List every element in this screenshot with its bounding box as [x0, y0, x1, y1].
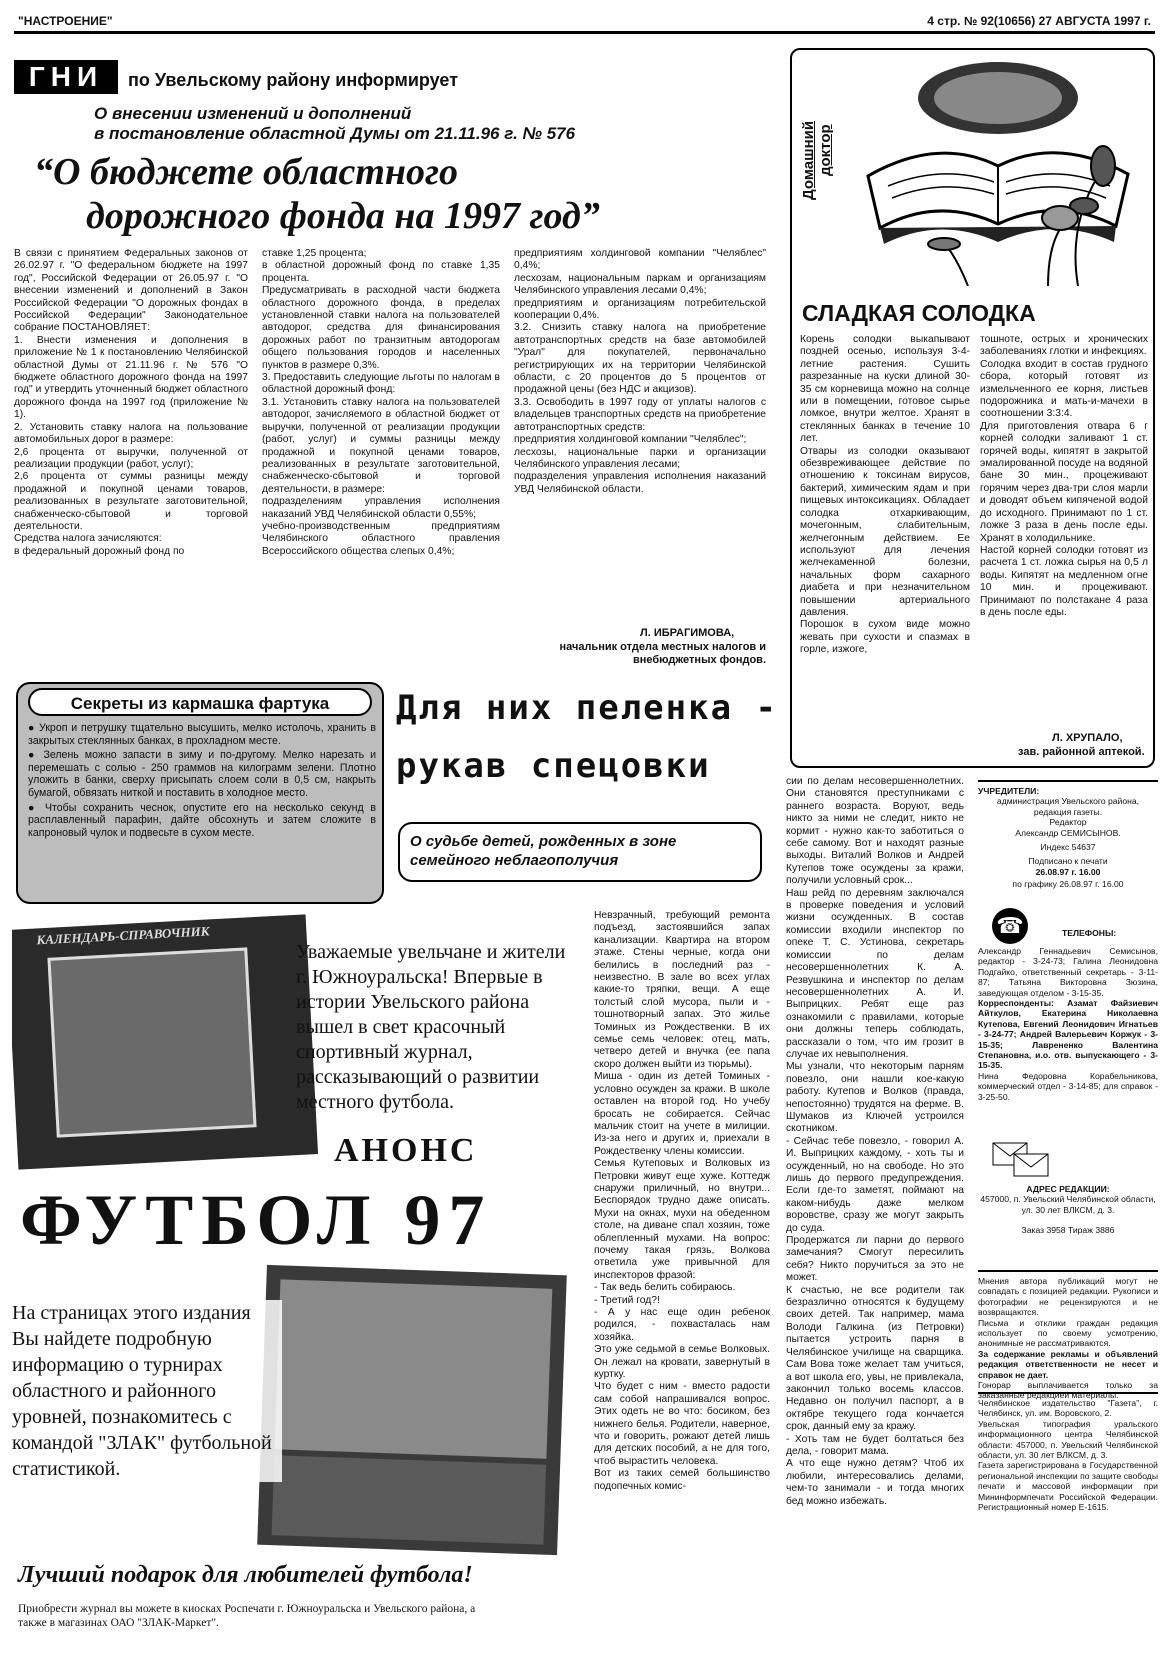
commercial-dept: Нина Федоровна Корабельникова, коммерческий отдел - 3-14-85; для справок - 3-25-50. [978, 1070, 1158, 1102]
doctor-col-1-text: Корень солодки выкапывают поздней осенью, используя 3-4-летние растения. Сушить разрезанные на куски длиной 30-35 см корневища можно на солнце или в помещении, готовое сырье ломкое, внутри желтое. Хранят в стеклянных банках в течение 10 лет. Отвары из солодки оказывают обезвреживающее действие по отношению к токсинам вирусов, бактерий, химическим ядам и при пищевых интоксикациях. Обладает солодка отхаркивающим, мочегонным, слабительным, желчегонным действием. Ее используют для лечения желчекаменной болезни, начальных форм сахарного диабета и при незначительном повышении артериального давления. Порошок в сухом виде можно жевать при сухости и спазмах в горле, изжоге, [800, 334, 970, 656]
kids-subtitle: О судьбе детей, рожденных в зоне семейного неблагополучия [398, 822, 762, 882]
decree-col-2 [262, 248, 500, 666]
kids-col-2-text: сии по делам несовершеннолетних. Они становятся преступниками с раннего возраста. Воруют, ведь никто за ними не следит, никто не кормит - нужно как-то заботиться о себе самому. Вот и находят разные выходы. Виталий Волков и Андрей Кутепов тоже осуждены за кражи, получили условный срок... Наш рейд по деревням заключался в проверке поведения и условий жизни осужденных. В состав комиссии входили инспектор по опеке Т. С. Устинова, секретарь комиссии по делам несовершеннолетних К. А. Резвушкина и инспектор по делам несовершеннолетних А. И. Выприцких. Ребят еще раз ознакомили с правилами, которые они должны теперь соблюдать, рассказали о том, что им грозит в случае их невыполнения. Мы узнали, что некоторым парням повезло, они нашли кое-какую работу. Кутепов и Волков (правда, непостоянно) трудятся на ферме. В. Шумаков из Ключей устроился скотником. - Сейчас тебе повезло, - говорил А. И. Выприцких каждому, - хоть ты и осужденный, но на свободе. Но это лишь до первого предупреждения. Если где-то заметят, поймают на каком-нибудь даже мелком воровстве, сразу же могут закрыть до суда. Продержатся ли парни до первого замечания? Смогут пересилить себя? Никто поручиться за это не может. К счастью, не все родители так безразлично относятся к будущему своих детей. Так например, мама Володи Галкина (из Петровки) пытается устроить парня в Челябинское училище на сварщика. Сам Вова тоже желает там учиться, а вот школа его, увы, не привлекала, закончил только восемь классов. Недавно он получил паспорт, а в октябре текущего года кончается срок, данный ему за кражу. - Хоть там не будет болтаться без дела, - говорит мама. А что еще нужно детям? Чтоб их любили, интересовались делами, чем-то занимали - и тогда многих бед можно избежать. [786, 776, 964, 1507]
editor-label: Редактор [1049, 817, 1087, 828]
envelope-icon [992, 1142, 1052, 1180]
publisher-1: Челябинское издательство "Газета", г. Челябинск, ул. им. Воровского, 2. [978, 1398, 1158, 1419]
match-photo [257, 1265, 567, 1555]
publisher-3: Газета зарегистрирована в Государственной региональной инспекции по защите свободы печати и массовой информации при Мининформпечати Российской Федерации. Регистрационный номер Е-1615. [978, 1460, 1158, 1513]
issue-info: 4 стр. № 92(10656) 27 АВГУСТА 1997 г. [927, 14, 1151, 28]
decree-title-2: дорожного фонда на 1997 год” [86, 195, 600, 237]
schedule-date: по графику 26.08.97 г. 16.00 [1012, 879, 1124, 890]
ad-intro-text: Уважаемые увельчане и жители г. Южноуральска! Впервые в истории Увельского района вышел в свет красочный спортивный журнал, рассказывающий о развитии местного футбола. [296, 941, 566, 1113]
match-photo-field [275, 1279, 553, 1458]
phones-list: Александр Геннадьевич Семисынов, редактор - 3-24-73; Галина Леонидовна Подгайко, ответственный секретарь - 3-11-87; Татьяна Викторовна Зюзина, заведующая отделом - 3-15-35. [978, 946, 1158, 998]
book-herbs-illustration [848, 56, 1148, 286]
list-item [28, 722, 376, 747]
doctor-title: СЛАДКАЯ СОЛОДКА [802, 300, 1036, 326]
football-ad [12, 912, 582, 1650]
secrets-list [28, 722, 376, 839]
doctor-rubric [800, 121, 834, 200]
info-sidebar [978, 780, 1158, 1648]
ad-football-97: ФУТБОЛ 97 [20, 1180, 580, 1260]
doctor-signature-name: Л. ХРУПАЛО, [1052, 732, 1123, 744]
decree-signature-name: Л. ИБРАГИМОВА, [640, 627, 735, 639]
decree-col-1 [14, 248, 248, 666]
phone-icon: ☎ [992, 908, 1028, 944]
order-print-run: Заказ 3958 Тираж 3886 [1021, 1225, 1115, 1236]
kids-col-2 [786, 776, 964, 1646]
bullet-icon: ● [28, 749, 44, 762]
kids-col-1 [594, 910, 770, 1646]
signed-date: 26.08.97 г. 16.00 [1035, 866, 1101, 877]
subscription-index: Индекс 54637 [1040, 842, 1096, 853]
disclaimer-2: Письма и отклики граждан редакция использует по своему усмотрению, анонимные не рассматриваются. [978, 1317, 1158, 1349]
founders-label: УЧРЕДИТЕЛИ: [978, 786, 1040, 796]
publisher-block [978, 1392, 1158, 1512]
disclaimer-1: Мнения автора публикаций могут не совпадать с позицией редакции. Рукописи и фотографии не рецензируются и не возвращаются. [978, 1276, 1158, 1318]
phones-label: ТЕЛЕФОНЫ: [1062, 928, 1117, 938]
founders-value: администрация Увельского района, редакция газеты. [996, 796, 1140, 817]
publisher-2: Увельская типография уральского информационного центра Челябинской области: 457000, п. Увельский Челябинской области, ул. 30 лет ВЛКСМ, д. 3. [978, 1418, 1158, 1461]
doctor-box [790, 48, 1155, 768]
doctor-col-2 [980, 334, 1148, 712]
kids-col-1-text: Невзрачный, требующий ремонта подъезд, застоявшийся запах канализации. Квартира на втором этаже. Стены черные, когда они белились в последний раз - неизвестно. В зале во всех углах какие-то тряпки, вещи. А еще толстый слой мусора, пыли и - тошнотворный запах. Это жилье Томиных из Рождественки. В их семье семь человек: отец, мать, четверо детей и внучка (ее папа скоро должен выйти из тюрьмы). Миша - один из детей Томиных - условно осужден за кражи. В школе оставлен на второй год. Но учебу бросать не собирается. Сейчас мальчик стоит на учете в милиции. Из-за него и других и, приехали в Рождественку члены комиссии. Семья Кутеповых и Волковых из Петровки живут еще хуже. Коттедж снаружи приличный, но внутри... Беспорядок трудно даже описать. Мухи на окнах, мухи на обеденном столе, на диване спал хозяин, тоже облепленный мухами. На вопрос: почему такая грязь, Волкова ответила уже привычной для инспекторов фразой: - Так ведь белить собираюсь. - Третий год?! - А у нас еще один ребенок родился, - похвасталась нам хозяйка. Это уже седьмой в семье Волковых. Он лежал на кровати, завернутый в куртку. Что будет с ним - вместо радости сам собой напрашивался вопрос. Этих одеть не во что: босиком, без нижнего белья. Родители, наверное, что и говорить, рожают детей лишь для детских пособий, а не для того, чтоб вырастить человека. Вот из таких семей большинство подопечных комис- [594, 910, 770, 1492]
secret-item-3: Чтобы сохранить чеснок, опустите его на несколько секунд в расплавленный парафин, дайте обсохнуть и затем сложите в капроновый чулок и подвесьте в сухом месте. [28, 801, 377, 839]
masthead-title: "НАСТРОЕНИЕ" [18, 14, 113, 28]
decree-col-2-text: ставке 1,25 процента; в областной дорожный фонд по ставке 1,35 процента. Предусматривать в расходной части бюджета областного дорожного фонда, в пределах установленной ставки налога на пользователей автодорог, средства для финансирования дорожных работ по транзитным автодорогам общего пользования городов и населенных пунктов в размере 0,3%. 3. Предоставить следующие льготы по налогам в областной дорожный фонд: 3.1. Установить ставку налога на пользователей автодорог, зачисляемого в областной бюджет от выручки, полученной от реализации продукции (работ, услуг) и суммы разницы между продажной и покупной ценами товаров, реализованных в результате заготовительной, снабженческо-сбытовой и торговой деятельности, в размере: подразделениям управления исполнения наказаний УВД Челябинской области 0,55%; учебно-производственным предприятиям Челябинского областного правления Всероссийского общества слепых 0,4%; [262, 248, 500, 557]
editor-name: Александр СЕМИСЫНОВ. [1015, 827, 1121, 838]
magazine-cover-photo [12, 914, 318, 1169]
address-label: АДРЕС РЕДАКЦИИ: [1026, 1184, 1110, 1194]
match-photo-crowd [272, 1455, 547, 1544]
magazine-cover-inner [47, 947, 256, 1137]
decree-col-1-text: В связи с принятием Федеральных законов от 26.02.97 г. "О федеральном бюджете на 1997 год", Российской Федерации от 26.05.97 г. "О внесении изменений и дополнений в Закон Российской Федерации "О дорожных фондах в Российской Федерации" Законодательное собрание ПОСТАНОВЛЯЕТ: 1. Внести изменения и дополнения в приложение № 1 к постановлению Челябинской областной Думы от 21.11.96 г. № 576 "О бюджете областного дорожного фонда на 1997 год" и утвердить уточненный бюджет областного дорожного фонда на 1997 год (приложение № 1). 2. Установить ставку налога на пользование автомобильных дорог в размере: 2,6 процента от выручки, полученной от реализации продукции (работ, услуг); 2,6 процента от суммы разницы между продажной и покупной ценами товаров, реализованных в результате заготовительной, снабженческо-сбытовой и торговой деятельности. Средства налога зачисляются: в федеральный дорожный фонд по [14, 248, 248, 557]
address-block [978, 1184, 1158, 1236]
ad-slogan: Лучший подарок для любителей футбола! [18, 1562, 473, 1588]
doctor-rubric-2: доктор [817, 124, 834, 176]
founders-block [978, 780, 1158, 904]
list-item [28, 749, 376, 799]
doctor-signature-post: зав. районной аптекой. [1018, 746, 1145, 758]
secret-item-1: Укроп и петрушку тщательно высушить, мелко истолочь, хранить в закрытых стеклянных банках, в прохладном месте. [28, 722, 376, 747]
doctor-col-1 [800, 334, 970, 700]
bullet-icon: ● [28, 801, 45, 814]
list-item [28, 802, 376, 840]
doctor-rubric-1: Домашний [800, 120, 817, 200]
decree-subtitle-1: О внесении изменений и дополнений [94, 104, 412, 123]
gni-line: по Увельскому району информирует [128, 70, 459, 90]
decree-title-1: “О бюджете областного [34, 151, 459, 193]
doctor-col-2-text: тошноте, острых и хронических заболеваниях глотки и инфекциях. Солодка входит в состав грудного сбора, который готовят из измельченного ее корня, листьев подорожника и мать-и-мачехи в соотношении 3:3:4. Для приготовления отвара 6 г корней солодки заливают 1 ст. горячей воды, кипятят в закрытой эмалированной посуде на водяной бане 30 мин., процеживают горячим через два-три слоя марли и доводят объем кипяченой водой до исходного. Принимают по 1 ст. ложке 3 раза в день после еды. Хранят в холодильнике. Настой корней солодки готовят из расчета 1 ст. ложка сырья на 0,5 л воды. Кипятят на медленном огне 10 мин. и процеживают. Принимают по полстакане 4 раза в день после еды. [980, 334, 1148, 618]
magazine-spine-text: КАЛЕНДАРЬ-СПРАВОЧНИК [36, 923, 210, 948]
disclaimer-4: Гонорар выплачивается только за заказанные редакцией материалы. [978, 1380, 1158, 1401]
gni-logo: ГНИ [14, 60, 118, 94]
secrets-box [16, 682, 384, 904]
disclaimer-3: За содержание рекламы и объявлений редакция ответственности не несет и справок не дает. [978, 1348, 1158, 1380]
ad-details-text: На страницах этого издания Вы найдете подробную информацию о турнирах областного и районного уровней, познакомитесь с командой "ЗЛАК" футбольной статистикой. [12, 1300, 282, 1482]
bullet-icon: ● [28, 722, 40, 734]
ad-buy-info: Приобрести журнал вы можете в киосках Роспечати г. Южноуральска и Увельского района, а также в магазинах ОАО "ЗЛАК-Маркет". [18, 1603, 476, 1629]
ad-anons: АНОНС [334, 1132, 478, 1169]
disclaimer-block [978, 1270, 1158, 1401]
secret-item-2: Зелень можно запасти в зиму и по-другому. Мелко нарезать и перемешать с солью - 250 граммов на килограмм зелени. Плотно уложить в банки, сверху присыпать слоем соли в 0,5 см, накрыть бумагой, обвязать ниткой и поставить в холодное место. [28, 749, 376, 799]
secrets-title: Секреты из кармашка фартука [28, 688, 372, 716]
decree-col-3 [514, 248, 766, 628]
phones-block [978, 946, 1158, 1102]
kids-title-1: Для них пеленка - [396, 688, 778, 728]
address-value: 457000, п. Увельский Челябинской области, ул. 30 лет ВЛКСМ, д. 3. [980, 1194, 1156, 1215]
decree-col-3-text: предприятиям холдинговой компании "Челяблес" 0,4%; лесхозам, национальным паркам и организациям Челябинского управления лесами 0,4%; предприятиям и организациям потребительской кооперации 0,4%. 3.2. Снизить ставку налога на приобретение автотранспортных средств на базе автомобилей "Урал" для покупателей, первоначально регистрирующих их на территории Челябинской области, с 20 процентов до 5 процентов от продажной цены (без НДС и акцизов). 3.3. Освободить в 1997 году от уплаты налогов с владельцев транспортных средств на приобретение автотранспортных средств: предприятия холдинговой компании "Челяблес"; лесхозы, национальные парки и организации Челябинского управления лесами; подразделения управления исполнения наказаний УВД Челябинской области. [514, 248, 766, 495]
kids-title-2: рукав спецовки [396, 746, 711, 786]
masthead [14, 6, 1155, 34]
correspondents: Корреспонденты: Азамат Файзиевич Айткулов, Екатерина Николаевна Кутепова, Евгений Леонидович Игнатьев - 3-24-77; Андрей Валерьевич Коржук - 3-15-35; Лаврененко Валентина Степановна, и.о. отв. выпускающего - 3-15-35. [978, 998, 1158, 1071]
signed-label: Подписано к печати [1028, 856, 1108, 867]
decree-subtitle-2: в постановление областной Думы от 21.11.96 г. № 576 [94, 124, 576, 143]
decree-signature-post: начальник отдела местных налогов и внебюджетных фондов. [559, 641, 766, 666]
